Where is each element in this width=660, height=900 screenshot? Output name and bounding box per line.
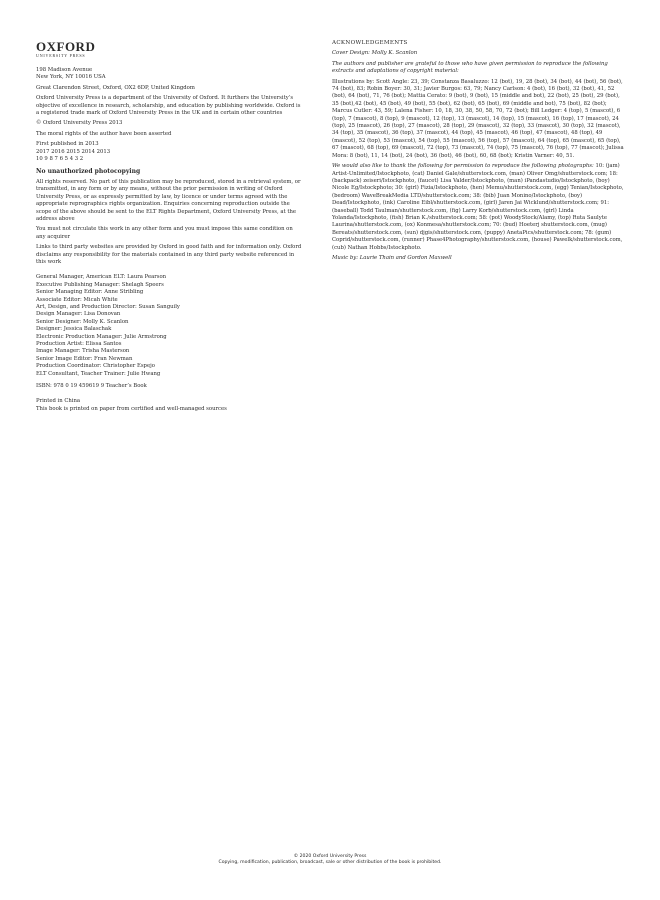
third-party-links-statement: Links to third party websites are provided by Oxford in good faith and for information only. Oxford disclaims any responsibility for the materials contained in any third party website referenced in this work [36, 244, 302, 265]
address-line-3: Great Clarendon Street, Oxford, OX2 6DP, United Kingdom [36, 84, 195, 91]
photograph-credits [332, 163, 628, 252]
staff-credit: Senior Managing Editor: Anne Stribling [36, 289, 144, 296]
address-line-1: 198 Madison Avenue [36, 67, 93, 73]
staff-credit: Art, Design, and Production Director: Susan Sanguily [36, 303, 180, 310]
staff-credit: Associate Editor: Micah White [36, 296, 118, 303]
page-footer [0, 854, 660, 867]
staff-credit: Production Coordinator: Christopher Espejo [36, 363, 155, 370]
photograph-intro: We would also like to thank the following for permission to reproduce the following photographs: [332, 163, 594, 170]
staff-credit: General Manager, American ELT: Laura Pearson [36, 274, 167, 281]
acknowledgements-column [332, 40, 628, 265]
staff-credit: Electronic Production Manager: Julie Armstrong [36, 333, 167, 340]
department-statement: Oxford University Press is a department of the University of Oxford. It furthers the University’s objective of excellence in research, scholarship, and education by publishing worldwide. Oxford is a registered trade mark of Oxford University Press in the UK and in certain other countries [36, 95, 301, 117]
rights-statement: All rights reserved. No part of this publication may be reproduced, stored in a retrieval system, or transmitted, in any form or by any means, without the prior permission in writing of Oxford University Press, or as expressly permitted by law, by licence or under terms agreed with the appropriate reprographics rights organization. Enquiries concerning reproduction outside the scope of the above should be sent to the ELT Rights Department, Oxford University Press, at the address above [36, 178, 301, 222]
first-published: First published in 2013 [36, 141, 99, 148]
acknowledgements-heading: ACKNOWLEDGEMENTS [332, 40, 408, 46]
staff-credit: ELT Consultant, Teacher Trainer: Julie Hwang [36, 370, 161, 377]
staff-credit: Designer: Jessica Balaschak [36, 326, 112, 333]
music-credit: Music by: Laurie Thain and Gordon Maxwell [332, 254, 452, 261]
photograph-list: 10: (jam) Artist-Unlimited/Istockphoto, (cat) Daniel Gale/shutterstock.com, (man) Oliver Omg/shutterstock.com; 18: (backpack) zeiseri/Istockphoto, (faucet) Lisa Valder/Istockphoto, (man) iPandastudio/Istockphoto, (boy) Nicole Eg/Istockphoto; 30: (girl) Fizia/Istockphoto, (hen) Memu/shutterstock.com, (egg) Tenian/Istockphoto, (bedroom) WaveBreakMedia LTD/shutterstock.com; 38: (bib) Juan Monino/Istockphoto, (boy) Dead/Istockphoto, (ink) Caroline Eibl/shutterstock.com, (girl) Jaren Jai Wicklund/shutterstock.com; 91: (baseball) Todd Taulman/shutterstock.com, (fig) Larry Korb/shutterstock.com, (girl) Linda Yolanda/Istockphoto, (fish) Brian K./shutterstock.com; 58: (pot) WoodyStock/Alamy, (top) Ruta Saulyte Laurina/shutterstock.com, (ox) Konmesa/shutterstock.com; 70: (bud) Hoeterj shutterstock.com, (mug) Bereats/shutterstock.com, (sun) djgis/shutterstock.com, (puppy) AnetaPics/shutterstock.com; 78: (gum) Coprid/shutterstock.com, (runner) Phase4Photography/shutterstock.com, (house) Pawelk/shutterstock.com, (cub) Nathan Hobbs/Istockphoto. [332, 163, 624, 251]
printed-in: Printed in China [36, 398, 81, 405]
paper-note: This book is printed on paper from certified and well-managed sources [36, 405, 227, 412]
no-photocopy-heading: No unauthorized photocopying [36, 168, 141, 176]
footer-prohibition: Copying, modification, publication, broadcast, sale or other distribution of the book is prohibited. [218, 860, 442, 866]
staff-credit: Senior Image Editor: Fran Newman [36, 355, 133, 362]
staff-credit: Production Artist: Elissa Santos [36, 341, 122, 347]
staff-credit: Design Manager: Lisa Donovan [36, 311, 121, 318]
oxford-logo: OXFORD [36, 39, 96, 54]
illustration-credits: Illustrations by: Scott Angle: 23, 39; Constanza Basaluzzo: 12 (bot), 19, 28 (bot), 34 (bot), 44 (bot), 56 (bot), 74 (bot), 83; Robin Boyer: 30, 31; Javier Burgos: 63, 79; Nancy Carlson: 4 (bot), 16 (bot), 32 (bot), 41, 52 (bot), 64 (bot), 71, 76 (bot); Mattia Cerato: 9 (bot), 9 (bot), 15 (middle and bot), 22 (bot), 25 (bot), 29 (bot), 35 (bot),42 (bot), 45 (bot), 49 (bot), 55 (bot), 62 (bot), 65 (bot), 69 (middle and bot), 75 (bot), 82 (bot); Marcus Cutler: 43, 59; Lalena Fisher: 10, 18, 30, 38, 50, 58, 70, 72 (bot); Bill Ledger: 4 (top), 5 (mascot), 6 (top), 7 (mascot), 8 (top), 9 (mascot), 12 (top), 13 (mascot), 14 (top), 15 (mascot), 16 (top), 17 (mascot), 24 (top), 25 (mascot), 26 (top), 27 (mascot), 28 (top), 29 (mascot), 32 (top), 33 (mascot), 30 (top), 32 (mascot), 34 (top), 35 (mascot), 36 (top), 37 (mascot), 44 (top), 45 (mascot), 46 (top), 47 (mascot), 48 (top), 49 (mascot), 52 (top), 53 (mascot), 54 (top), 55 (mascot), 56 (top), 57 (mascot), 64 (top), 65 (mascot), 65 (top), 67 (mascot), 68 (top), 69 (mascot), 72 (top), 73 (mascot), 74 (top), 75 (mascot), 76 (top), 77 (mascot); Julissa Mora: 8 (bot), 11, 14 (bot), 24 (bot), 36 (bot), 46 (bot), 60, 68 (bot); Kristin Varner: 40, 51. [332, 78, 624, 159]
staff-credit: Image Manager: Trisha Masterson [36, 348, 130, 355]
grateful-statement: The authors and publisher are grateful to those who have given permission to reproduce the following extracts and adaptations of copyright material: [332, 60, 608, 75]
footer-copyright: © 2020 Oxford University Press [293, 854, 367, 859]
print-numbers: 10 9 8 7 6 5 4 3 2 [36, 156, 84, 163]
cover-design-credit: Cover Design: Molly K. Scanlon [332, 50, 418, 57]
staff-credits [36, 274, 304, 378]
imprint-column [36, 40, 304, 416]
address-line-2: New York, NY 10016 USA [36, 74, 106, 81]
moral-rights-notice: The moral rights of the author have been asserted [36, 130, 172, 137]
staff-credit: Senior Designer: Molly K. Scanlon [36, 318, 129, 325]
circulation-statement: You must not circulate this work in any other form and you must impose this same condition on any acquirer [36, 226, 293, 240]
oxford-logo-subtitle: UNIVERSITY PRESS [36, 53, 86, 58]
copyright-notice: © Oxford University Press 2013 [36, 120, 123, 127]
staff-credit: Executive Publishing Manager: Shelagh Speers [36, 281, 164, 288]
print-years: 2017 2016 2015 2014 2013 [36, 148, 111, 155]
isbn: ISBN: 978 0 19 459619 9 Teacher’s Book [36, 383, 147, 390]
